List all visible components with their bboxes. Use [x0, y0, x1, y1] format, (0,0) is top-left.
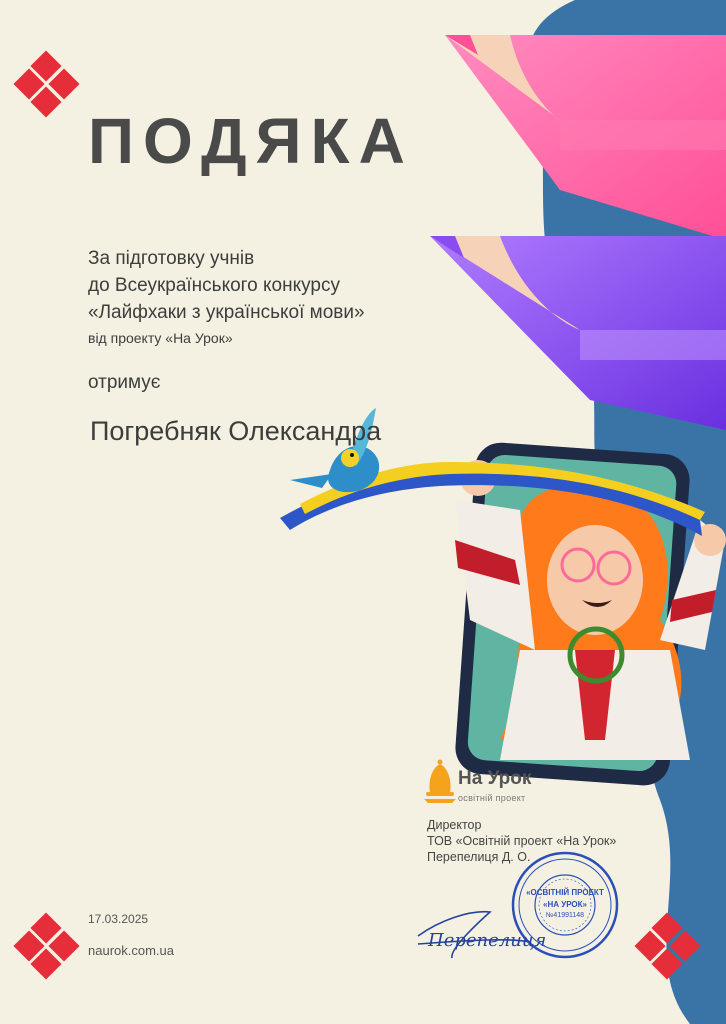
description-line-3: «Лайфхаки з української мови» [88, 302, 365, 323]
description-line-4: від проекту «На Урок» [88, 330, 233, 346]
receives-label: отримує [88, 372, 161, 393]
description-line-2: до Всеукраїнського конкурсу [88, 275, 340, 296]
logo-name: На Урок [458, 768, 532, 789]
description-line-1: За підготовку учнів [88, 248, 255, 269]
company-name: ТОВ «Освітній проект «На Урок» [427, 834, 617, 848]
logo-tagline: освітній проект [458, 793, 526, 803]
red-diamonds-top-left [13, 50, 79, 117]
stamp-line-3: №41991148 [545, 912, 585, 919]
purple-pencil-illustration [430, 236, 726, 430]
stamp-line-1: «ОСВІТНІЙ ПРОЕКТ [526, 888, 604, 897]
director-title: Директор [427, 818, 482, 832]
signature: Перепелиця [428, 930, 547, 951]
issue-date: 17.03.2025 [88, 912, 149, 926]
stamp-line-2: «НА УРОК» [543, 900, 587, 909]
bell-logo-icon [424, 760, 456, 804]
certificate-title: ПОДЯКА [88, 105, 414, 177]
recipient-name: Погребняк Олександра [90, 416, 382, 446]
website-link[interactable]: naurok.com.ua [88, 943, 174, 958]
director-name: Перепелиця Д. О. [427, 850, 531, 864]
red-diamonds-bottom-left [13, 912, 79, 979]
